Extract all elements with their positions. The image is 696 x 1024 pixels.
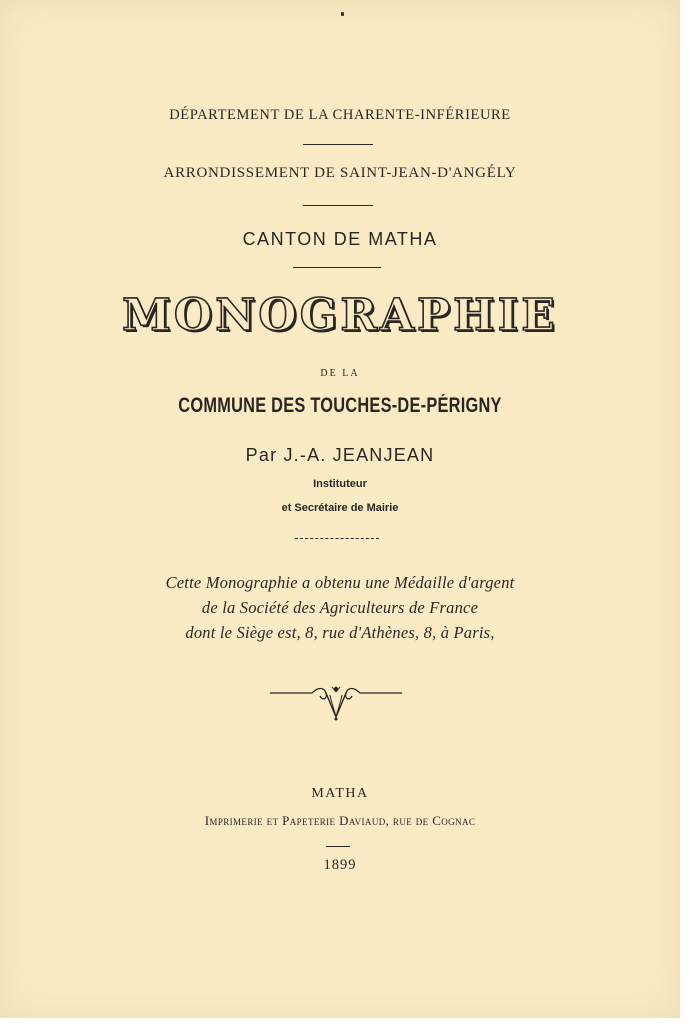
department-heading: DÉPARTEMENT DE LA CHARENTE-INFÉRIEURE <box>169 107 511 123</box>
arrondissement-heading: ARRONDISSEMENT DE SAINT-JEAN-D'ANGÉLY <box>163 165 517 181</box>
main-title: MONOGRAPHIE <box>122 290 558 341</box>
imprint-city: MATHA <box>311 786 369 801</box>
medal-line: dont le Siège est, 8, rue d'Athènes, 8, à Paris, <box>185 623 495 642</box>
medal-statement <box>0 570 680 645</box>
imprint-printer: Imprimerie et Papeterie Daviaud, rue de Cognac <box>204 813 476 828</box>
canton-heading: CANTON DE MATHA <box>242 229 438 249</box>
divider-rule <box>303 144 373 145</box>
ink-speck <box>341 12 344 16</box>
ornament-icon <box>270 683 402 723</box>
imprint-year: 1899 <box>323 857 357 873</box>
medal-line: de la Société des Agriculteurs de France <box>201 598 479 617</box>
divider-rule <box>303 205 373 206</box>
divider-rule <box>293 267 381 268</box>
author-role-instituteur: Instituteur <box>313 478 367 490</box>
dashed-divider <box>295 538 379 539</box>
medal-line: Cette Monographie a obtenu une Médaille d'argent <box>165 573 515 592</box>
author-line: Par J.-A. JEANJEAN <box>245 445 435 465</box>
author-role-secretaire: et Secrétaire de Mairie <box>281 502 399 514</box>
commune-title: COMMUNE DES TOUCHES-DE-PÉRIGNY <box>178 394 502 417</box>
de-la-text: DE LA <box>320 368 360 379</box>
divider-rule <box>326 846 350 847</box>
